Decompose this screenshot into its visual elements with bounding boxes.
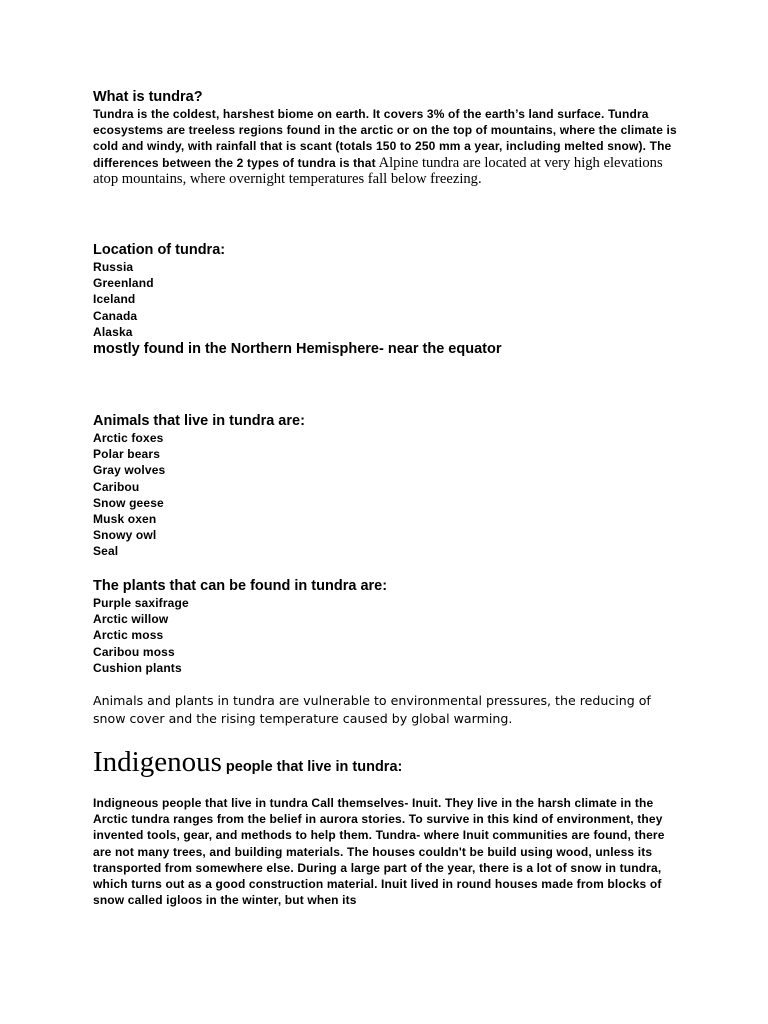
indigenous-heading-rest: people that live in tundra: (221, 759, 403, 775)
intro-section (93, 88, 683, 187)
location-item: Iceland (93, 292, 136, 307)
animal-item: Seal (93, 544, 119, 559)
animal-item: Polar bears (93, 447, 161, 462)
animals-list (93, 430, 683, 560)
animal-item: Caribou (93, 479, 140, 494)
plants-heading: The plants that can be found in tundra are: (93, 578, 388, 594)
indigenous-paragraph: Indigneous people that live in tundra Call themselves- Inuit. They live in the harsh climate in the Arctic tundra ranges from the belief in aurora stories. To survive in this kind of environment, they invented tools, gear, and methods to help them. Tundra- where Inuit communities are found, there are not many trees, and building materials. The houses couldn't be build using wood, unless its transported from somewhere else. During a large part of the year, there is a lot of snow in tundra, which turns out as a good construction material. Inuit lived in round houses made from blocks of snow called igloos in the winter, but when its (93, 796, 665, 908)
indigenous-section (93, 795, 683, 908)
location-item: Greenland (93, 276, 154, 291)
location-item: Russia (93, 260, 134, 274)
plant-item: Caribou moss (93, 644, 175, 659)
location-list (93, 259, 683, 340)
location-item: Alaska (93, 324, 133, 339)
plants-section (93, 577, 683, 676)
plant-item: Cushion plants (93, 660, 182, 675)
plant-item: Arctic moss (93, 628, 164, 643)
animal-item: Snowy owl (93, 528, 157, 543)
animal-item: Gray wolves (93, 463, 166, 478)
animal-item: Arctic foxes (93, 431, 164, 445)
animal-item: Snow geese (93, 495, 164, 510)
plant-item: Purple saxifrage (93, 596, 189, 610)
note-paragraph: Animals and plants in tundra are vulnerable to environmental pressures, the reducing of snow cover and the rising temperature caused by global warming. (93, 693, 651, 726)
animal-item: Musk oxen (93, 512, 157, 527)
indigenous-heading-big: Indigenous (93, 746, 222, 778)
location-item: Canada (93, 308, 138, 323)
location-summary: mostly found in the Northern Hemisphere- near the equator (93, 341, 502, 358)
intro-bold-text: Tundra is the coldest, harshest biome on earth. It covers 3% of the earth’s land surface. Tundra ecosystems are treeless regions found in the arctic or on the top of mountains, where the climate is cold and windy, with rainfall that is scant (totals 150 to 250 mm a year, including melted snow). The differences between the 2 types of tundra is that (93, 107, 677, 170)
plants-list (93, 595, 683, 676)
indigenous-heading (93, 744, 683, 785)
location-section (93, 241, 683, 358)
intro-paragraph (93, 106, 683, 187)
intro-heading: What is tundra? (93, 89, 203, 105)
animals-heading: Animals that live in tundra are: (93, 413, 305, 429)
note-section (93, 692, 683, 728)
plant-item: Arctic willow (93, 612, 169, 627)
intro-serif-text: Alpine tundra are located at very high elevations atop mountains, where overnight temperatures fall below freezing. (93, 154, 663, 187)
animals-section (93, 412, 683, 560)
location-heading: Location of tundra: (93, 242, 226, 258)
